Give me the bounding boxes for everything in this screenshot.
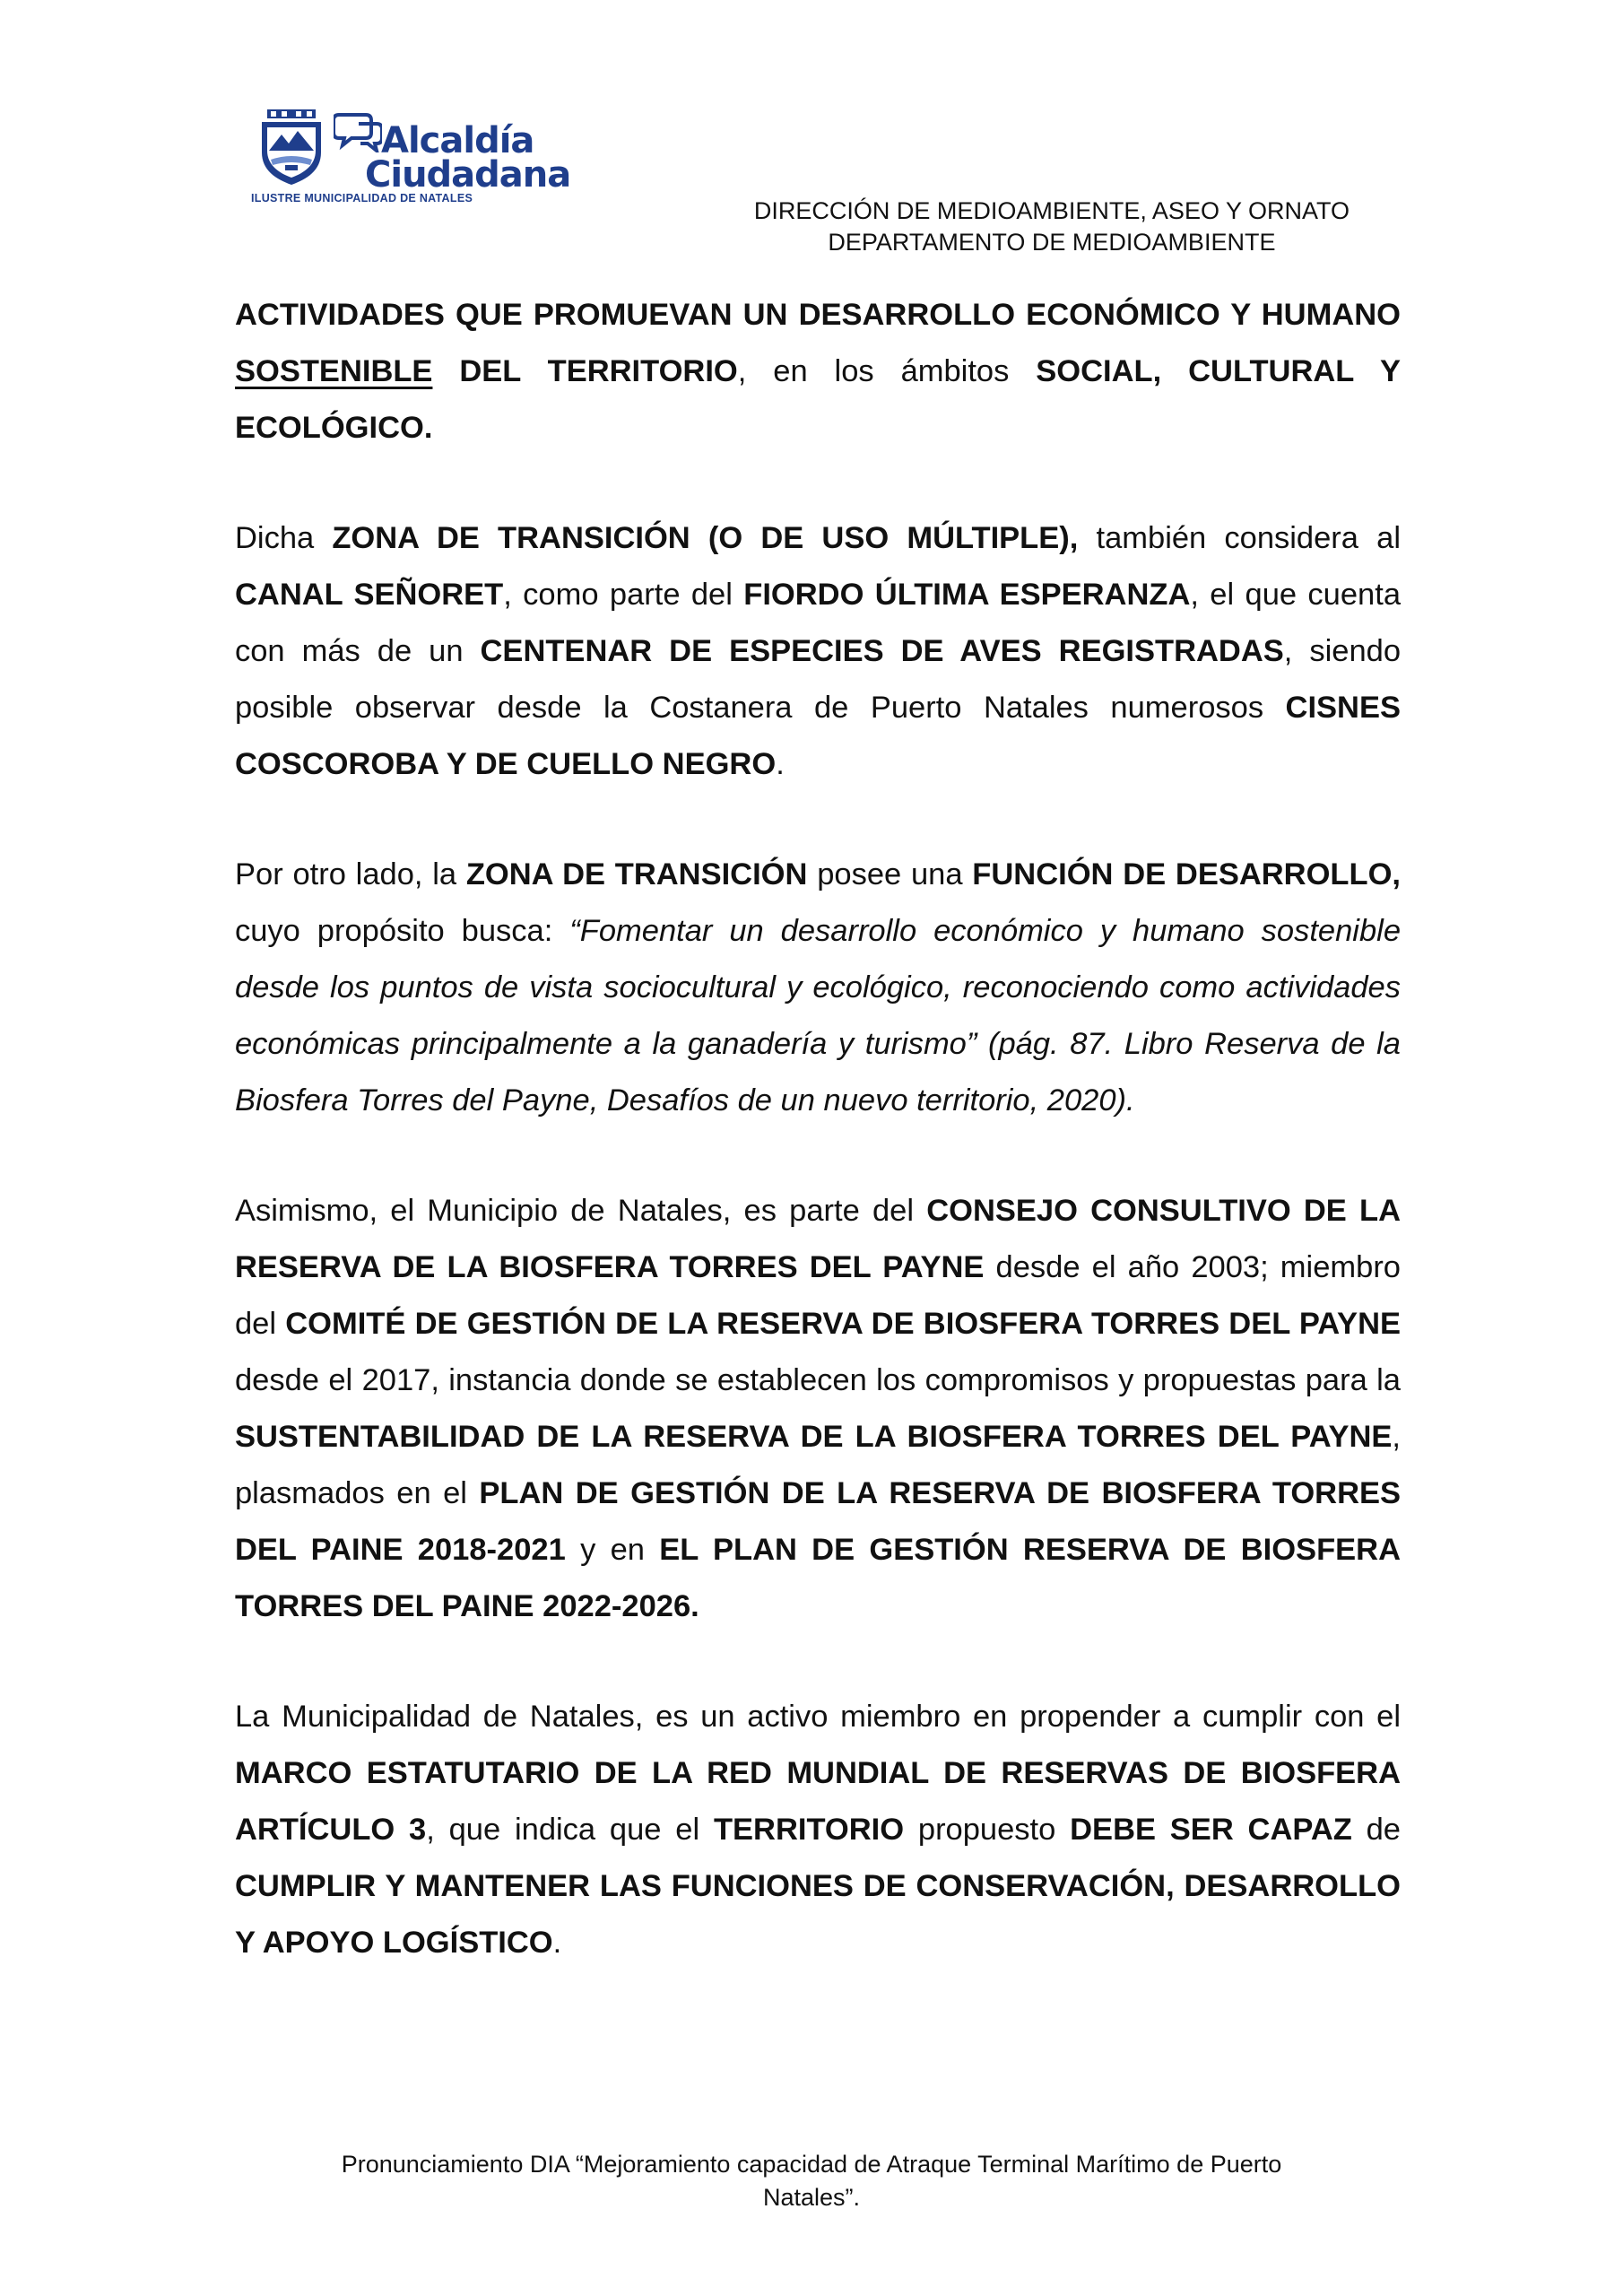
text-span: Dicha [235, 521, 333, 555]
department-line-2: DEPARTAMENTO DE MEDIOAMBIENTE [828, 229, 1276, 256]
text-span: ZONA DE TRANSICIÓN (O DE USO MÚLTIPLE), [332, 521, 1079, 555]
text-span: . [776, 747, 785, 781]
paragraph-1 [235, 287, 1401, 457]
text-span [235, 354, 432, 388]
text-span: SOSTENIBLE [235, 354, 433, 388]
department-header [754, 196, 1350, 258]
text-span: , siendo posible observar desde la Costanera de Puerto Natales numerosos [235, 634, 1402, 725]
text-span: posee una [807, 857, 973, 891]
text-span: FUNCIÓN DE DESARROLLO, [972, 857, 1401, 891]
text-span: SUSTENTABILIDAD DE LA RESERVA DE LA BIOSFERA TORRES DEL PAYNE [235, 1420, 1393, 1454]
text-span: , como parte del [503, 578, 744, 612]
text-span: Asimismo, el Municipio de Natales, es parte del [235, 1194, 927, 1228]
text-span: DEBE SER CAPAZ [1070, 1813, 1352, 1847]
text-span: EL PLAN DE GESTIÓN RESERVA DE BIOSFERA TORRES DEL PAINE 2022-2026. [235, 1533, 1401, 1623]
quote-citation: “Fomentar un desarrollo económico y humano sostenible desde los puntos de vista sociocultural y ecológico, reconociendo como actividades económicas principalmente a la ganadería y turismo” (pág. 87. Libro Reserva de la Biosfera Torres del Payne, Desafíos de un nuevo territorio, 2020). [235, 914, 1401, 1118]
text-span: . [552, 1926, 562, 1960]
text-span: cuyo propósito busca: [235, 914, 570, 948]
text-span: SOCIAL, CULTURAL Y ECOLÓGICO. [235, 354, 1402, 445]
text-span: y en [565, 1533, 660, 1567]
text-span: CONSEJO CONSULTIVO DE LA RESERVA DE LA BIOSFERA TORRES DEL PAYNE [235, 1194, 1401, 1284]
text-span: , que indica que el [426, 1813, 714, 1847]
page-footer [260, 2148, 1363, 2214]
text-span: TERRITORIO [713, 1813, 905, 1847]
paragraph-5 [235, 1689, 1401, 1971]
text-span: Por otro lado, la [235, 857, 466, 891]
text-span: propuesto [904, 1813, 1071, 1847]
text-span: también considera al [1078, 521, 1401, 555]
text-span: FIORDO ÚLTIMA ESPERANZA [743, 578, 1191, 612]
text-span: COMITÉ DE GESTIÓN DE LA RESERVA DE BIOSFERA TORRES DEL PAYNE [285, 1307, 1401, 1341]
text-span: , el que cuenta con más de un [235, 578, 1402, 668]
logo-text-alcaldia: Alcaldía [381, 120, 534, 161]
text-span: ACTIVIDADES QUE PROMUEVAN UN DESARROLLO ECONÓMICO Y HUMANO [235, 298, 1401, 332]
department-line-1: DIRECCIÓN DE MEDIOAMBIENTE, ASEO Y ORNATO [753, 197, 1350, 224]
logo-text-ciudadana: Ciudadana [365, 154, 571, 196]
footer-line-2: Natales”. [762, 2184, 861, 2211]
coat-of-arms-icon [255, 109, 328, 185]
text-span: , plasmados en el [235, 1420, 1401, 1510]
text-span: desde el año 2003; miembro del [235, 1250, 1401, 1341]
speech-bubble-icon [334, 111, 382, 152]
text-span: CISNES COSCOROBA Y DE CUELLO NEGRO [235, 691, 1401, 781]
text-span: de [1351, 1813, 1401, 1847]
paragraph-2 [235, 510, 1401, 793]
text-span: CENTENAR DE ESPECIES DE AVES REGISTRADAS [480, 634, 1284, 668]
text-span: CANAL SEÑORET [235, 578, 504, 612]
text-span: La Municipalidad de Natales, es un activo miembro en propender a cumplir con el [235, 1700, 1401, 1734]
text-span: desde el 2017, instancia donde se establecen los compromisos y propuestas para la [235, 1363, 1401, 1397]
logo-tagline: ILUSTRE MUNICIPALIDAD DE NATALES [251, 192, 473, 204]
text-span: DEL TERRITORIO [432, 354, 738, 388]
paragraph-3 [235, 847, 1401, 1129]
document-body [235, 287, 1401, 2025]
footer-line-1: Pronunciamiento DIA “Mejoramiento capacidad de Atraque Terminal Marítimo de Puerto [341, 2151, 1282, 2178]
municipality-logo [251, 106, 571, 213]
text-span: ZONA DE TRANSICIÓN [465, 857, 808, 891]
text-span: , en los ámbitos [737, 354, 1037, 388]
text-span: MARCO ESTATUTARIO DE LA RED MUNDIAL DE RESERVAS DE BIOSFERA ARTÍCULO 3 [235, 1756, 1401, 1847]
text-span: CUMPLIR Y MANTENER LAS FUNCIONES DE CONSERVACIÓN, DESARROLLO Y APOYO LOGÍSTICO [235, 1869, 1401, 1960]
paragraph-4 [235, 1183, 1401, 1635]
text-span: PLAN DE GESTIÓN DE LA RESERVA DE BIOSFERA TORRES DEL PAINE 2018-2021 [235, 1476, 1402, 1567]
